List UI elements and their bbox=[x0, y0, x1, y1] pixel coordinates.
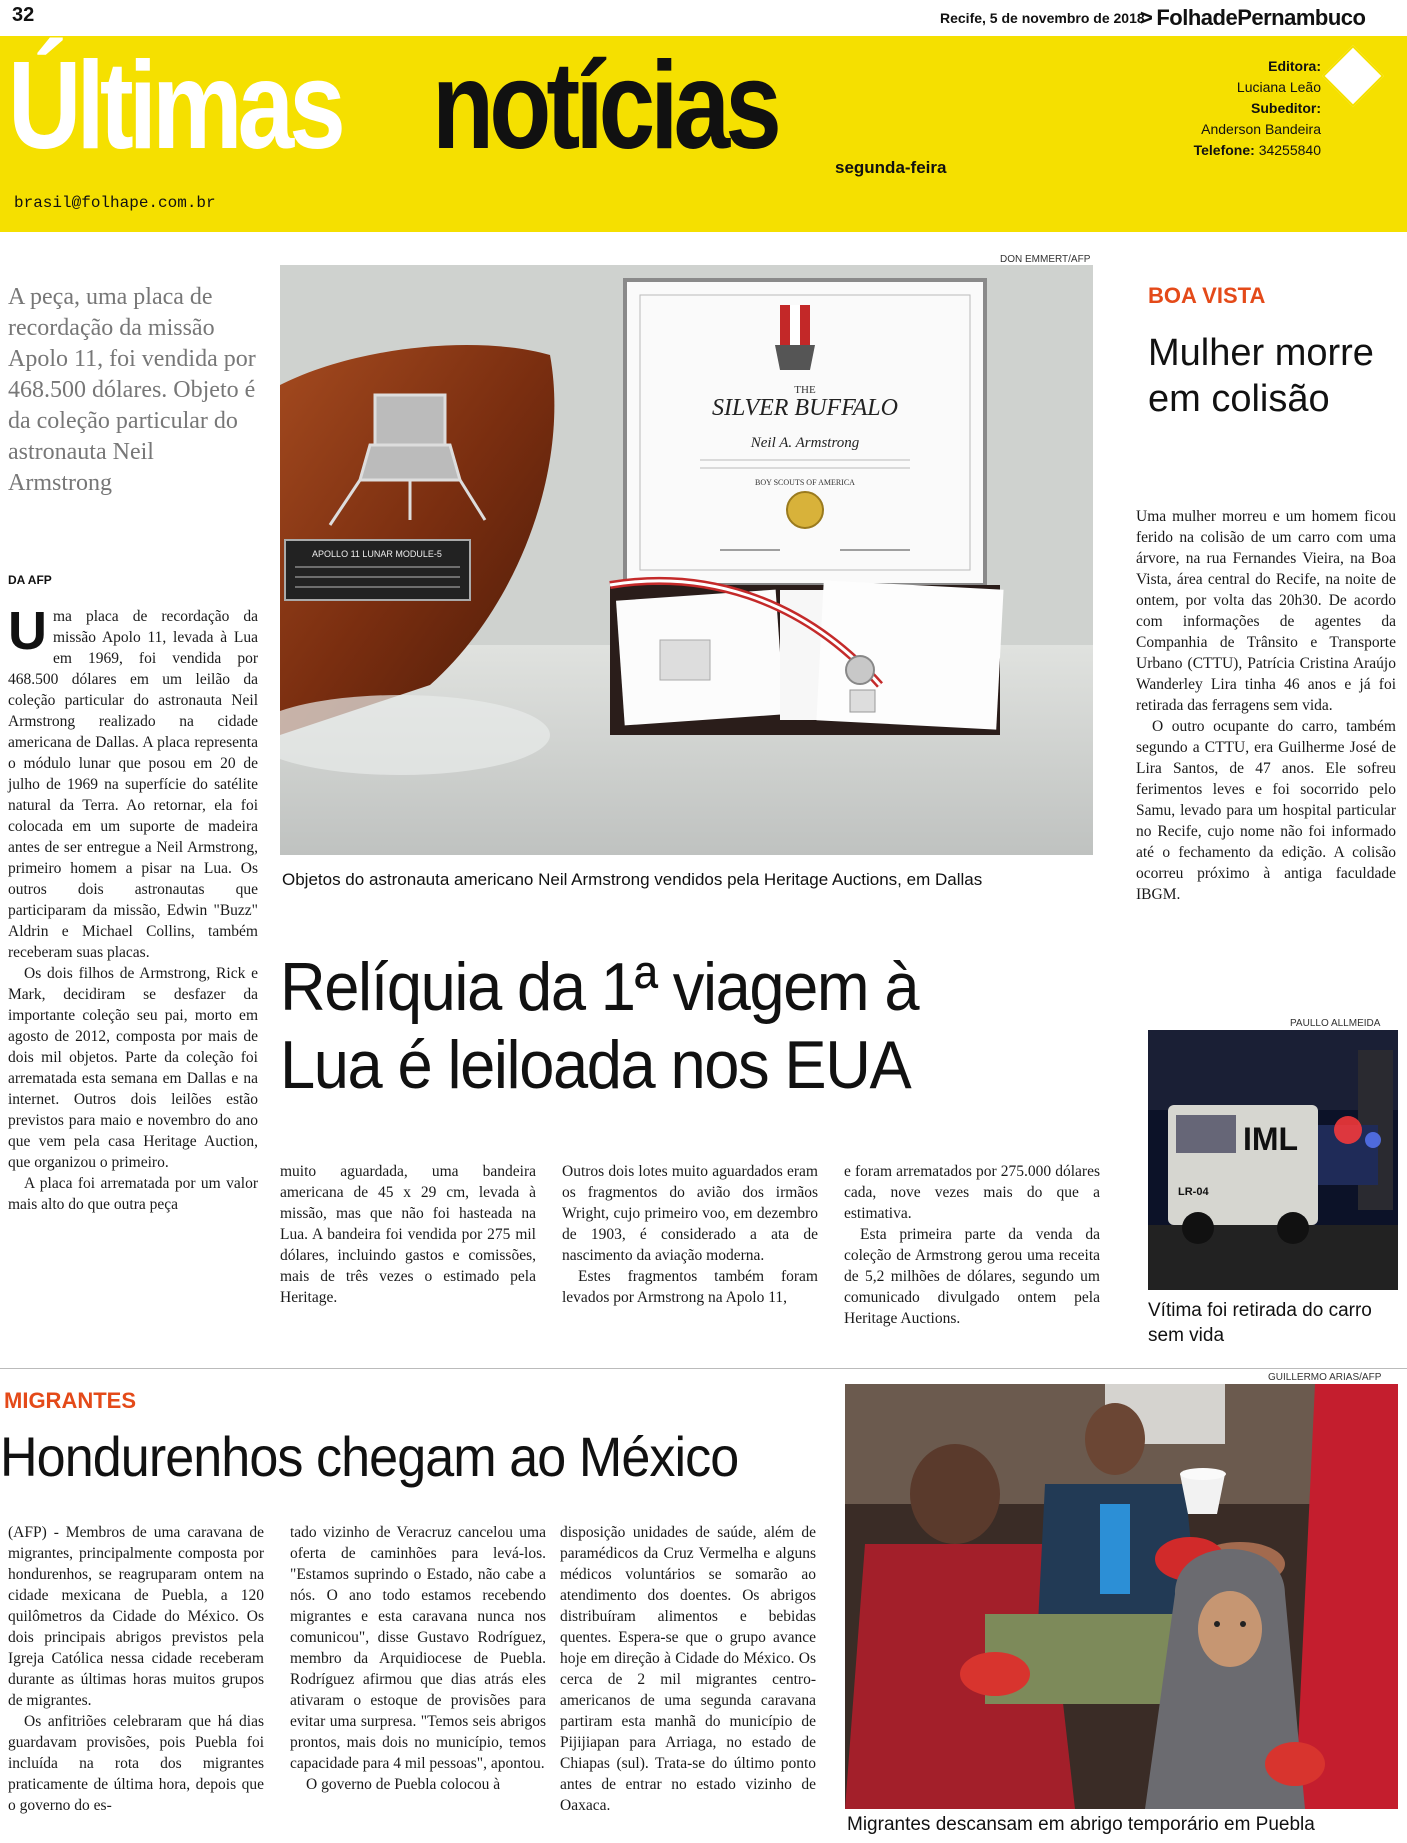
paragraph: O outro ocupante do carro, também segundo a CTTU, era Guilherme José de Lira Santos, de 47 anos. Ele sofreu ferimentos leves e foi socorrido pelo Samu, levado para um hospital particular no Recife, cujo nome não foi informado até o fechamento da edição. A colisão ocorreu próximo à antiga faculdade IBGM. bbox=[1136, 718, 1396, 903]
section-title-part1: Últimas bbox=[8, 37, 341, 175]
subeditor-label: Subeditor: bbox=[1251, 100, 1321, 116]
main-headline bbox=[280, 948, 1043, 1104]
migrant-column-1 bbox=[8, 1522, 264, 1816]
drop-cap: U bbox=[8, 601, 47, 661]
paragraph: (AFP) - Membros de uma caravana de migrantes, principalmente composta por hondurenhos, se reagruparam ontem na cidade mexicana de Puebla, a 120 quilômetros da Cidade do México. Os dois principais abrigos previstos pela Igreja Católica nessa cidade receberam durante as últimas horas muitos grupos de migrantes. bbox=[8, 1524, 264, 1709]
photo-illustration bbox=[280, 265, 1093, 855]
editorial-credits bbox=[1194, 56, 1321, 161]
migrants-shelter-photo bbox=[845, 1384, 1398, 1809]
migrant-column-3 bbox=[560, 1522, 816, 1816]
side-kicker: BOA VISTA bbox=[1148, 283, 1266, 308]
van-text: IML bbox=[1243, 1121, 1299, 1157]
armstrong-objects-photo bbox=[280, 265, 1093, 855]
photo-illustration bbox=[1148, 1030, 1398, 1290]
paragraph: Os dois filhos de Armstrong, Rick e Mark, decidiram se desfazer da importante coleção seu pai, morto em agosto de 2012, composta por mais de dois mil objetos. Parte da coleção foi arrematada esta semana em Dallas e na internet. Outros dois leilões estão previstos para maio e novembro do ano que vem pela casa Heritage Auction, que organizou o primeiro. bbox=[8, 965, 258, 1171]
side-headline: Mulher morre em colisão bbox=[1148, 332, 1374, 420]
paragraph: Os anfitriões celebraram que há dias guardavam provisões, pois Puebla foi incluída na rota dos migrantes praticamente de última hora, depois que o governo do es- bbox=[8, 1713, 264, 1814]
page-number: 32 bbox=[12, 4, 35, 26]
cert-org: BOY SCOUTS OF AMERICA bbox=[755, 478, 855, 487]
section-header bbox=[0, 36, 1407, 232]
phone-label: Telefone: bbox=[1193, 142, 1255, 158]
editor-name: Luciana Leão bbox=[1236, 79, 1321, 95]
cert-title: SILVER BUFFALO bbox=[712, 395, 898, 421]
paragraph: ma placa de recordação da missão Apolo 11, levada à Lua em 1969, foi vendida por 468.500 dólares em um leilão da coleção particular do astronauta Neil Armstrong realizado na cidade americana de Dallas. A placa representa o módulo lunar que posou em 20 de julho de 1969 na superfície do satélite natural da Terra. Ao retornar, ela foi colocada em um suporte de madeira antes de ser entregue a Neil Armstrong, primeiro homem a pisar na Lua. Os outros dois astronautas que participaram da missão, Edwin "Buzz" Aldrin e Michael Collins, também receberam suas placas. bbox=[8, 608, 258, 961]
cert-the: THE bbox=[794, 384, 816, 396]
brand-label: FolhadePernambuco bbox=[1156, 5, 1366, 30]
paragraph: disposição unidades de saúde, além de paramédicos da Cruz Vermelha e alguns médicos voluntários se somarão ao atendimento dos doentes. Os abrigos distribuíram alimentos e bebidas quentes. Espera-se que o grupo avance hoje em direção à Cidade do México. Os cerca de 2 mil migrantes centro-americanos de uma segunda caravana partiram esta manhã do município de Pijijiapan para Arriaga, no estado de Chiapas (sul). Trata-se do último ponto antes de entrar no estado vizinho de Oaxaca. bbox=[560, 1524, 816, 1814]
chevron-right-icon: > bbox=[1140, 5, 1153, 30]
contact-email[interactable]: brasil@folhape.com.br bbox=[14, 194, 216, 212]
newspaper-brand[interactable] bbox=[1140, 5, 1365, 31]
migrant-photo-caption: Migrantes descansam em abrigo temporário em Puebla bbox=[847, 1814, 1315, 1835]
photo-credit: GUILLERMO ARIAS/AFP bbox=[1268, 1372, 1382, 1383]
paragraph: e foram arrematados por 275.000 dólares cada, nove vezes mais do que a estimativa. bbox=[844, 1163, 1100, 1222]
photo-illustration bbox=[845, 1384, 1398, 1809]
headline-line-2: Lua é leiloada nos EUA bbox=[280, 1027, 911, 1103]
paragraph: Uma mulher morreu e um homem ficou ferido na colisão de um carro com uma árvore, na rua Fernandes Vieira, na Boa Vista, área central do Recife, na noite de ontem, por volta das 20h30. De acordo com informações de agentes da Companhia de Trânsito e Transporte Urbano (CTTU), Patrícia Cristina Araújo Wanderley Lira tinha 46 anos e já foi retirada das ferragens sem vida. bbox=[1136, 508, 1396, 714]
edition-date: Recife, 5 de novembro de 2018 bbox=[940, 10, 1145, 26]
byline: DA AFP bbox=[8, 573, 52, 587]
section-title-part2: notícias bbox=[432, 37, 777, 175]
headline-line-1: Relíquia da 1ª viagem à bbox=[280, 949, 919, 1025]
main-story-column-3 bbox=[562, 1161, 818, 1308]
migrant-column-2 bbox=[290, 1522, 546, 1795]
side-story-body bbox=[1136, 506, 1396, 905]
main-story-column-4 bbox=[844, 1161, 1100, 1329]
paragraph: Outros dois lotes muito aguardados eram os fragmentos do avião dos irmãos Wright, cujo primeiro voo, em dezembro de 1903, é considerado a ata de nascimento da aviação moderna. bbox=[562, 1163, 818, 1264]
photo-credit: PAULLO ALLMEIDA bbox=[1290, 1018, 1381, 1029]
paragraph: Esta primeira parte da venda da coleção de Armstrong gerou uma receita de 5,2 milhões de dólares, segundo um comunicado divulgado ontem pela Heritage Auctions. bbox=[844, 1226, 1100, 1327]
story-lede: A peça, uma placa de recordação da missão Apolo 11, foi vendida por 468.500 dólares. Objeto é da coleção particular do astronauta Neil Armstrong bbox=[8, 284, 256, 496]
paragraph: O governo de Puebla colocou à bbox=[306, 1776, 501, 1793]
diamond-icon bbox=[1322, 45, 1384, 107]
cert-name: Neil A. Armstrong bbox=[750, 435, 860, 451]
main-story-column-2 bbox=[280, 1161, 536, 1308]
migrant-headline: Hondurenhos chegam ao México bbox=[0, 1425, 739, 1488]
weekday: segunda-feira bbox=[835, 158, 947, 177]
editor-label: Editora: bbox=[1268, 58, 1321, 74]
paragraph: tado vizinho de Veracruz cancelou uma oferta de caminhões para levá-los. "Estamos suprindo o Estado, não cabe a nós. O ano todo estamos recebendo migrantes e esta caravana nunca nos comunicou", disse Gustavo Rodríguez, membro da Arquidiocese de Puebla. Rodríguez afirmou que dias atrás eles ativaram o estoque de provisões para evitar uma surpresa. "Temos seis abrigos prontos, mais dois no município, temos capacidade para 4 mil pessoas", apontou. bbox=[290, 1524, 546, 1772]
photo-credit: DON EMMERT/AFP bbox=[1000, 254, 1091, 265]
main-photo-caption: Objetos do astronauta americano Neil Armstrong vendidos pela Heritage Auctions, em Dallas bbox=[282, 870, 983, 889]
phone-number: 34255840 bbox=[1258, 142, 1321, 158]
subeditor-name: Anderson Bandeira bbox=[1201, 121, 1321, 137]
iml-van-photo bbox=[1148, 1030, 1398, 1290]
van-plate: LR-04 bbox=[1178, 1186, 1209, 1198]
section-divider bbox=[0, 1368, 1407, 1369]
main-story-column-1 bbox=[8, 601, 258, 1215]
plaque-text: APOLLO 11 LUNAR MODULE-5 bbox=[312, 549, 442, 559]
side-photo-caption: Vítima foi retirada do carro sem vida bbox=[1148, 1300, 1372, 1346]
paragraph: muito aguardada, uma bandeira americana de 45 x 29 cm, levada à missão, mas que não foi hasteada na Lua. A bandeira foi vendida por 275 mil dólares, incluindo gastos e comissões, mais de três vezes o estimado pela Heritage. bbox=[280, 1163, 536, 1306]
paragraph: Estes fragmentos também foram levados por Armstrong na Apolo 11, bbox=[562, 1268, 818, 1306]
migrant-kicker: MIGRANTES bbox=[4, 1388, 136, 1413]
paragraph: A placa foi arrematada por um valor mais alto do que outra peça bbox=[8, 1175, 258, 1213]
